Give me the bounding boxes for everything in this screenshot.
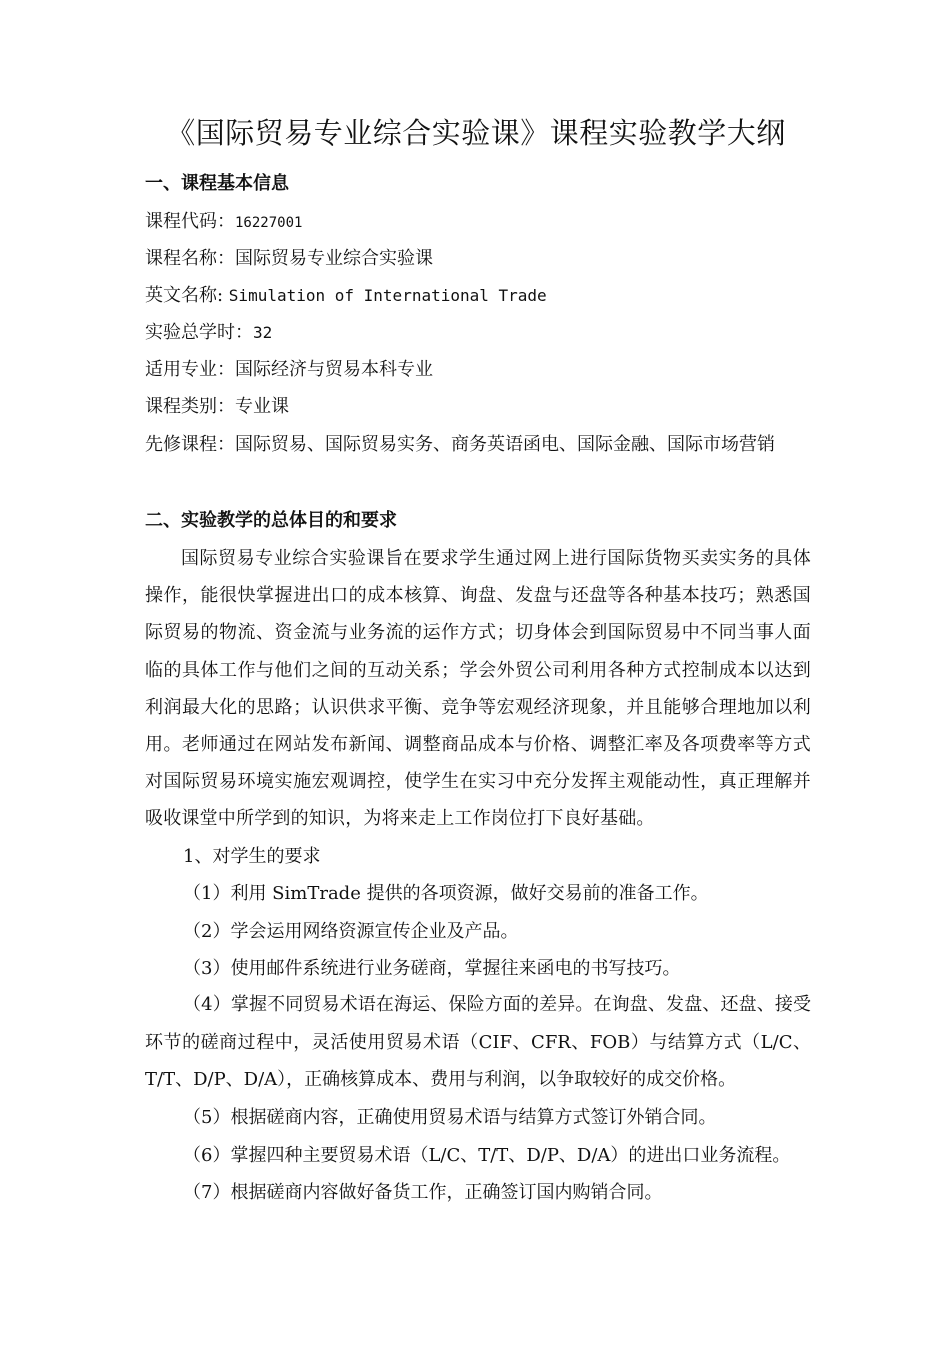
course-code-line — [145, 209, 302, 236]
english-name-label: 英文名称: — [145, 285, 229, 306]
requirement-item-2: （2）学会运用网络资源宣传企业及产品。 — [183, 921, 519, 942]
requirement-item-7: （7）根据磋商内容做好备货工作，正确签订国内购销合同。 — [183, 1182, 663, 1203]
prerequisite-value: 国际贸易、国际贸易实务、商务英语函电、国际金融、国际市场营销 — [235, 434, 775, 455]
section-2-heading: 二、实验教学的总体目的和要求 — [145, 510, 397, 531]
category-label: 课程类别： — [145, 396, 235, 417]
total-hours-label: 实验总学时： — [145, 322, 253, 343]
student-requirements-heading: 1、对学生的要求 — [183, 846, 321, 867]
english-name-value: Simulation of International Trade — [228, 286, 547, 305]
requirement-item-6: （6）掌握四种主要贸易术语（L/C、T/T、D/P、D/A）的进出口业务流程。 — [183, 1145, 791, 1166]
prerequisite-label: 先修课程： — [145, 434, 235, 455]
section-1-heading: 一、课程基本信息 — [145, 173, 289, 194]
course-name-label: 课程名称： — [145, 248, 235, 269]
total-hours-value: 32 — [253, 323, 273, 342]
course-code-value: 16227001 — [235, 215, 303, 231]
objectives-paragraph: 国际贸易专业综合实验课旨在要求学生通过网上进行国际货物买卖实务的具体操作，能很快掌握进出口的成本核算、询盘、发盘与还盘等各种基本技巧；熟悉国际贸易的物流、资金流与业务流的运作方式；切身体会到国际贸易中不同当事人面临的具体工作与他们之间的互动关系；学会外贸公司利用各种方式控制成本以达到利润最大化的思路；认识供求平衡、竞争等宏观经济现象，并且能够合理地加以利用。老师通过在网站发布新闻、调整商品成本与价格、调整汇率及各项费率等方式对国际贸易环境实施宏观调控，使学生在实习中充分发挥主观能动性，真正理解并吸收课堂中所学到的知识，为将来走上工作岗位打下良好基础。 — [145, 548, 811, 830]
category-value: 专业课 — [235, 396, 289, 417]
english-name-line — [145, 283, 547, 309]
category-line — [145, 394, 289, 420]
total-hours-line — [145, 320, 272, 346]
requirement-item-4: （4）掌握不同贸易术语在海运、保险方面的差异。在询盘、发盘、还盘、接受环节的磋商过程中，灵活使用贸易术语（CIF、CFR、FOB）与结算方式（L/C、T/T、D/P、D/A），正确核算成本、费用与利润，以争取较好的成交价格。 — [145, 994, 811, 1090]
prerequisite-line — [145, 432, 775, 458]
requirement-item-1: （1）利用 SimTrade 提供的各项资源，做好交易前的准备工作。 — [183, 883, 709, 904]
major-line — [145, 357, 433, 383]
requirement-item-5: （5）根据磋商内容，正确使用贸易术语与结算方式签订外销合同。 — [183, 1107, 717, 1128]
course-name-value: 国际贸易专业综合实验课 — [235, 248, 433, 269]
document-title: 《国际贸易专业综合实验课》课程实验教学大纲 — [166, 116, 786, 150]
major-value: 国际经济与贸易本科专业 — [235, 359, 433, 380]
course-name-line — [145, 246, 433, 272]
course-code-label: 课程代码： — [145, 211, 235, 232]
major-label: 适用专业： — [145, 359, 235, 380]
requirement-item-3: （3）使用邮件系统进行业务磋商，掌握往来函电的书写技巧。 — [183, 958, 681, 979]
